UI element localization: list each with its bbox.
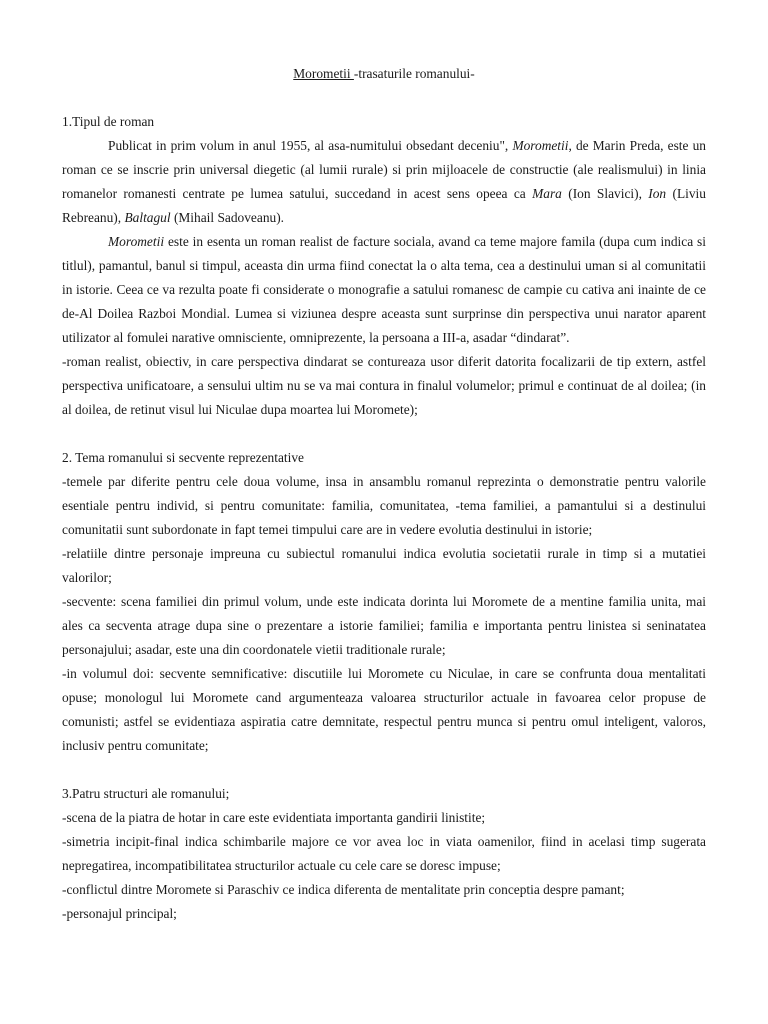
text-run: este in esenta un roman realist de facture sociala, avand ca teme majore famila (dupa cum indica si titlul), pamantul, banul si timpul, aceasta din urma fiind conectat la o alta tema, cea a destinului uman si al comunitatii in istorie. Ceea ce va rezulta poate fi considerate o monografie a satului romanesc de campie cu cativa ani inainte de ce de-Al Doilea Razboi Mondial. Lumea si viziunea despre aceasta sunt surprinse din perspectiva unui narator aparent utilizator al fomulei narative omnisciente, omniprezente, la persoana a III-a, asadar “dindarat”. xyxy=(62,234,706,345)
text-run: (Mihail Sadoveanu). xyxy=(170,210,285,225)
text-run: Publicat in prim volum in anul 1955, al asa-numitului obsedant deceniu", xyxy=(108,138,513,153)
title-novel-name: Morometii xyxy=(293,66,354,81)
section-2-paragraph-1: -temele par diferite pentru cele doua volume, insa in ansamblu romanul reprezinta o demonstratie pentru valorile esentiale pentru individ, si pentru comunitate: familia, comunitatea, -tema familiei, a pamantului si a destinului comunitatii sunt subordonate in fapt temei timpului care are in vedere evolutia destinului in istorie; xyxy=(62,474,706,537)
paragraph-gap xyxy=(62,758,706,782)
italic-title: Baltagul xyxy=(124,210,171,225)
title-subtitle: -trasaturile romanului- xyxy=(353,66,475,81)
section-2-heading: 2. Tema romanului si secvente reprezentative xyxy=(62,450,304,465)
section-3-heading: 3.Patru structuri ale romanului; xyxy=(62,786,230,801)
section-1-paragraph-2 xyxy=(62,230,706,350)
section-1-paragraph-1 xyxy=(62,134,706,230)
document-body xyxy=(62,110,706,926)
italic-title: Ion xyxy=(648,186,667,201)
section-2-paragraph-4: -in volumul doi: secvente semnificative: discutiile lui Moromete cu Niculae, in care se confrunta doua mentalitati opuse; monologul lui Moromete cand argumenteaza valoarea structurilor actuale in favoarea celor propuse de comunisti; astfel se evidentiaza aspiratia catre demnitate, respectul pentru munca si pentru omul inteligent, valoros, inclusiv pentru comunitate; xyxy=(62,666,706,753)
text-run: , de Marin Preda, este un roman ce se inscrie prin universal diegetic (al lumii rurale) si prin mijloacele de constructie (ale realismului) in linia romanelor romanesti centrate pe lumea satului, succedand in acest sens opeea ca xyxy=(62,138,706,201)
italic-title: Morometii xyxy=(512,138,569,153)
italic-title: Morometii xyxy=(108,234,165,249)
paragraph-gap xyxy=(62,422,706,446)
section-2-paragraph-3: -secvente: scena familiei din primul volum, unde este indicata dorinta lui Moromete de a mentine familia unita, mai ales ca secventa atrage dupa sine o prezentare a istorie familiei; familia e importanta pentru linistea si seninatatea personajului; asadar, este una din coordonatele vietii traditionale rurale; xyxy=(62,594,706,657)
section-3-paragraph-1: -scena de la piatra de hotar in care este evidentiata importanta gandirii linistite; xyxy=(62,810,486,825)
section-3-paragraph-3: -conflictul dintre Moromete si Paraschiv ce indica diferenta de mentalitate prin conceptia despre pamant; xyxy=(62,882,625,897)
italic-title: Mara xyxy=(532,186,562,201)
text-run: (Liviu Rebreanu), xyxy=(62,186,706,225)
section-1-heading: 1.Tipul de roman xyxy=(62,114,155,129)
section-3-paragraph-2: -simetria incipit-final indica schimbarile majore ce vor avea loc in viata oamenilor, fiind in acelasi timp sugerata nepregatirea, incompatibilitatea structurilor actuale cu cele care se doresc impuse; xyxy=(62,834,706,873)
section-2-paragraph-2: -relatiile dintre personaje impreuna cu subiectul romanului indica evolutia societatii rurale in timp si a mutatiei valorilor; xyxy=(62,546,706,585)
text-run: (Ion Slavici), xyxy=(561,186,649,201)
section-3-paragraph-4: -personajul principal; xyxy=(62,906,177,921)
section-1-paragraph-3: -roman realist, obiectiv, in care perspectiva dindarat se contureaza usor diferit datorita focalizarii de tip extern, astfel perspectiva unificatoare, a sensului ultim nu se va mai contura in finalul volumelor; primul e continuat de al doilea; (in al doilea, de retinut visul lui Niculae dupa moartea lui Moromete); xyxy=(62,354,706,417)
document-title xyxy=(0,62,768,86)
